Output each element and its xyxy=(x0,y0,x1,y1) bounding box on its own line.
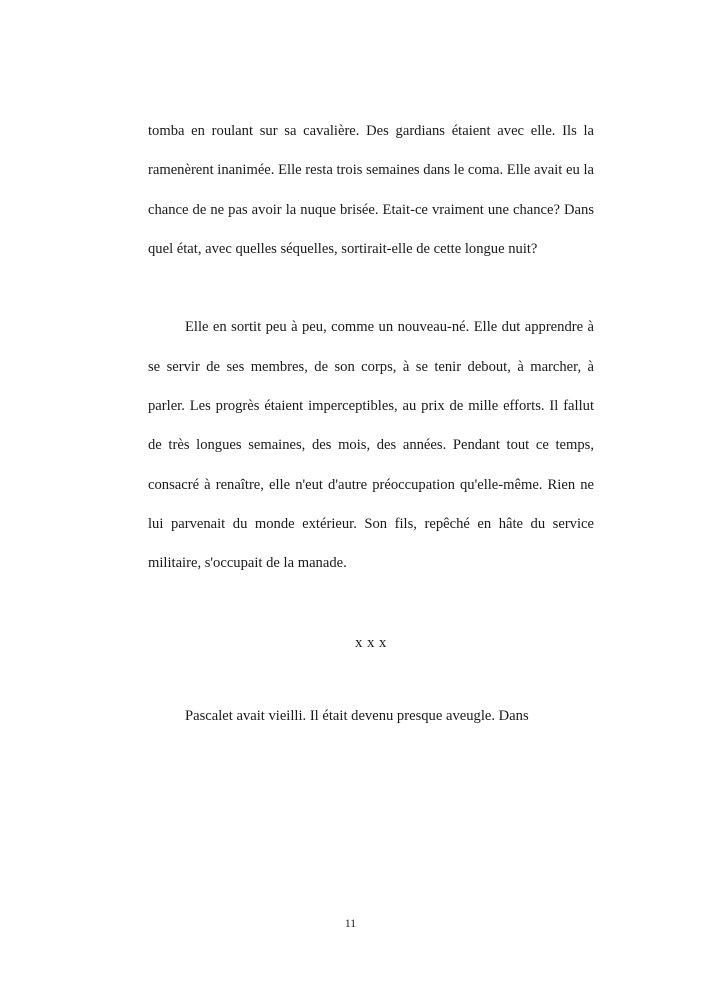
divider-spacer-bottom xyxy=(148,663,594,697)
paragraph-spacer xyxy=(148,269,594,308)
page-number: 11 xyxy=(344,917,357,930)
paragraph-continued: tomba en roulant sur sa cavalière. Des gardians étaient avec elle. Ils la ramenèrent inanimée. Elle resta trois semaines dans le coma. Elle avait eu la chance de ne pas avoir la nuque brisée. Etait-ce vraiment une chance? Dans quel état, avec quelles séquelles, sortirait-elle de cette longue nuit? xyxy=(148,123,594,257)
paragraph-pascalet: Pascalet avait vieilli. Il était devenu presque aveugle. Dans xyxy=(185,707,529,724)
scene-divider: x x x xyxy=(355,634,387,651)
body-text-column xyxy=(148,112,594,736)
divider-spacer-top xyxy=(148,584,594,624)
paragraph-recovery: Elle en sortit peu à peu, comme un nouveau-né. Elle dut apprendre à se servir de ses membres, de son corps, à se tenir debout, à marcher, à parler. Les progrès étaient imperceptibles, au prix de mille efforts. Il fallut de très longues semaines, des mois, des années. Pendant tout ce temps, consacré à renaître, elle n'eut d'autre préoccupation qu'elle-même. Rien ne lui parvenait du monde extérieur. Son fils, repêché en hâte du service militaire, s'occupait de la manade. xyxy=(148,319,594,572)
